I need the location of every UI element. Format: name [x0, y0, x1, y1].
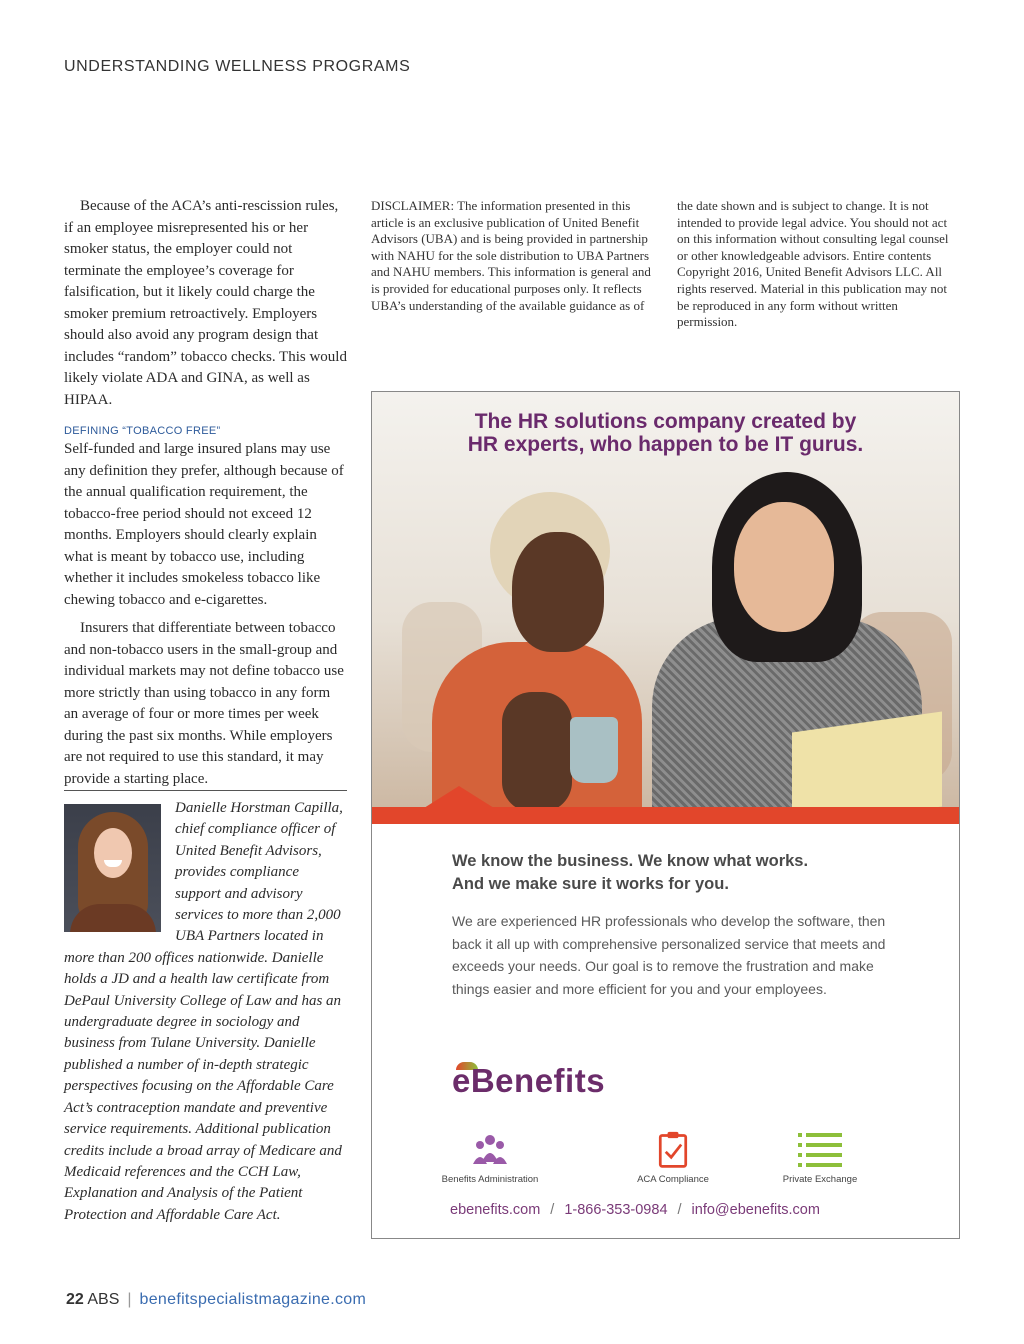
article-paragraph: Insurers that differentiate between tobacco and non-tobacco users in the small-group and individual markets may not define tobacco use more strictly than using tobacco in any form an average of four or more times per week during the past six months. While employers are not required to use this standard, it may provide a starting place. [64, 620, 344, 787]
disclaimer-text: DISCLAIMER: The information presented in this article is an exclusive publication of United Benefit Advisors (UBA) and is being provided in partnership with NAHU for the sole distribution to UBA Partners and NAHU members. This information is general and is provided for educational purposes only. It reflects UBA’s understanding of the available guidance as of [371, 198, 651, 313]
author-bio [64, 798, 348, 1226]
author-photo [64, 804, 161, 932]
ad-contact-line [450, 1202, 890, 1218]
email-link[interactable]: info@ebenefits.com [691, 1202, 820, 1218]
ad-headline-line: The HR solutions company created by [474, 410, 857, 433]
clipboard-check-icon [653, 1130, 693, 1170]
accent-triangle [424, 786, 494, 808]
page-footer [66, 1291, 366, 1309]
feature-label: Benefits Administration [441, 1174, 539, 1185]
footer-divider: | [127, 1291, 132, 1308]
ad-photo [372, 392, 959, 807]
ad-headline [372, 410, 959, 456]
feature-label: ACA Compliance [637, 1174, 709, 1185]
list-icon [796, 1130, 844, 1170]
disclaimer-text-continued: the date shown and is subject to change. It is not intended to provide legal advice. You should not act on this information without consulting legal counsel or other knowledgeable advisors. Entire contents Copyright 2016, United Benefit Advisors LLC. All rights reserved. Material in this publication may not be reproduced in any form without written permission. [677, 198, 949, 330]
article-paragraph: Self-funded and large insured plans may use any definition they prefer, although because of the annual qualification requirement, the tobacco-free period should not exceed 12 months. Employers should clearly explain what is meant by tobacco use, including whether it includes smokeless tobacco like chewing tobacco and e-cigarettes. [64, 441, 344, 608]
footer-website-link[interactable]: benefitspecialistmagazine.com [139, 1291, 367, 1308]
page-number: 22 [66, 1291, 84, 1308]
separator: / [550, 1202, 555, 1218]
phone-link[interactable]: 1-866-353-0984 [564, 1202, 668, 1218]
feature-aca-compliance [603, 1130, 743, 1185]
feature-label: Private Exchange [782, 1174, 858, 1185]
article-paragraph: Because of the ACA’s anti-rescission rules, if an employee misrepresented his or her smoker status, the employer could not terminate the employee’s coverage for falsification, but it likely could charge the smoker premium retroactively. Employers should also avoid any program design that includes “random” tobacco checks. This would likely violate ADA and GINA, as well as HIPAA. [64, 198, 347, 408]
people-icon [470, 1130, 510, 1170]
feature-private-exchange [750, 1130, 890, 1185]
ad-tagline-line: We know the business. We know what works. [452, 852, 809, 870]
ebenefits-logo: eBenefits [452, 1062, 606, 1099]
divider-rule [64, 790, 347, 791]
author-bio-text: Danielle Horstman Capilla, chief compliance officer of United Benefit Advisors, provides compliance support and advisory services to more than 2,000 UBA Partners located in more than 200 offices nationwide. Danielle holds a JD and a health law certificate from DePaul University College of Law and has an undergraduate degree in sociology and business from Tulane University. Danielle published a number of in-depth strategic perspectives focusing on the Affordable Care Act’s contraception mandate and preventive service requirements. Additional publication credits include a broad array of Medicare and Medicaid references and the CCH Law, Explanation and Analysis of the Patient Protection and Affordable Care Act. [64, 800, 343, 1223]
accent-band [372, 807, 959, 824]
ad-body-text: We are experienced HR professionals who develop the software, then back it all up with comprehensive personalized service that meets and exceeds your needs. Our goal is to remove the frustration and make things easier and more efficient for you and your employees. [452, 913, 886, 997]
section-title: UNDERSTANDING WELLNESS PROGRAMS [64, 58, 411, 75]
ad-tagline-line: And we make sure it works for you. [452, 874, 729, 893]
website-link[interactable]: ebenefits.com [450, 1202, 541, 1218]
magazine-name: ABS [87, 1291, 120, 1308]
ad-headline-line: HR experts, who happen to be IT gurus. [467, 433, 864, 456]
ad-tagline [452, 850, 932, 895]
ebenefits-advertisement[interactable] [371, 391, 960, 1239]
article-column [64, 196, 348, 790]
section-subhead: DEFINING “TOBACCO FREE” [64, 425, 221, 437]
feature-benefits-administration [420, 1130, 560, 1185]
separator: / [677, 1202, 682, 1218]
